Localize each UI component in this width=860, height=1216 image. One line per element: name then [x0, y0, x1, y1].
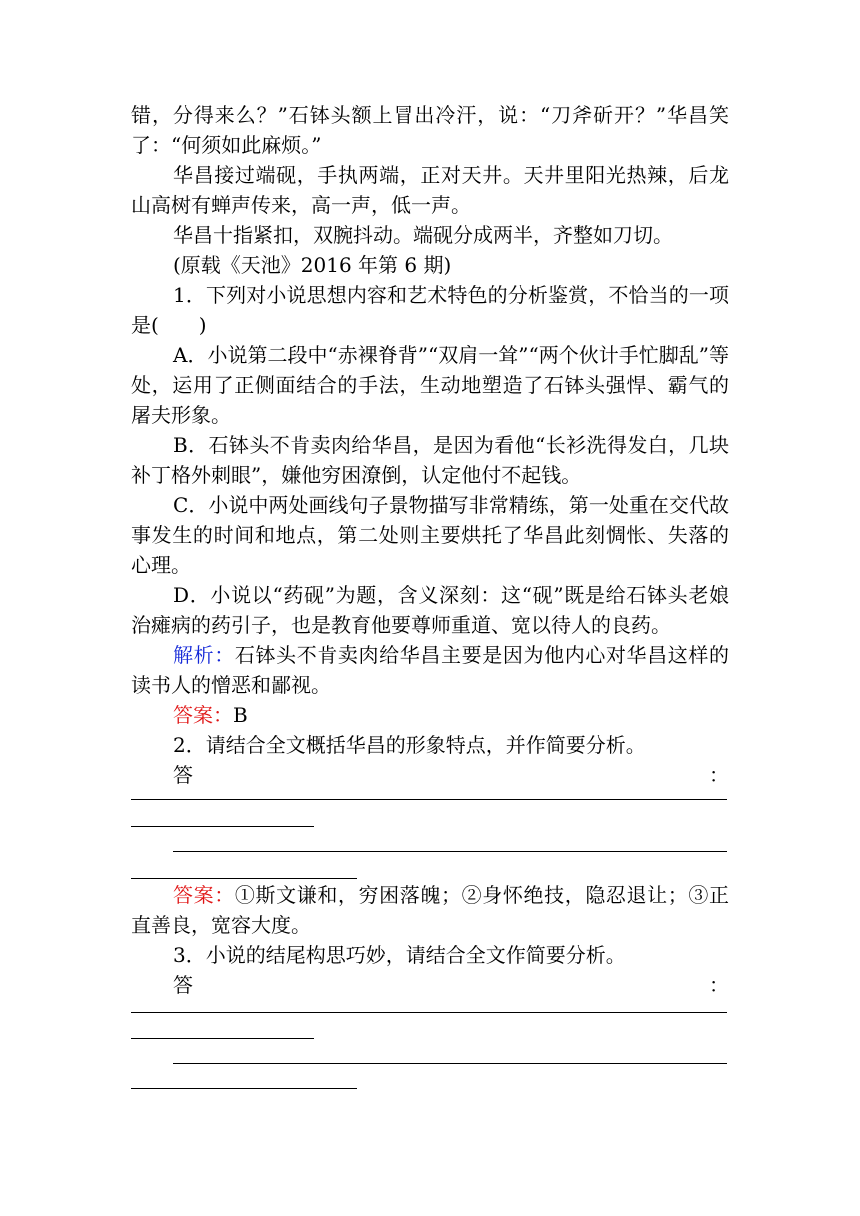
- answer-text: ①斯文谦和，穷困落魄；②身怀绝技，隐忍退让；③正直善良，宽容大度。: [131, 883, 730, 937]
- question-1-option-a: A．小说第二段中“赤裸脊背”“双肩一耸”“两个伙计手忙脚乱”等处，运用了正侧面结合的手法，生动地塑造了石钵头强悍、霸气的屠夫形象。: [131, 343, 729, 427]
- question-2-answer: [131, 880, 729, 940]
- answer-rule: [131, 1038, 314, 1039]
- story-paragraph-3: 华昌十指紧扣，双腕抖动。端砚分成两半，齐整如刀切。: [173, 223, 673, 247]
- story-paragraph-2: 华昌接过端砚，手执两端，正对天井。天井里阳光热辣，后龙山高树有蝉声传来，高一声，低一声。: [131, 163, 729, 217]
- answer-label: 答案：: [173, 883, 235, 907]
- question-1-option-b: B．石钵头不肯卖肉给华昌，是因为看他“长衫洗得发白，几块补丁格外刺眼”，嫌他穷困潦倒，认定他付不起钱。: [131, 433, 729, 487]
- answer-label: 答案：: [173, 703, 233, 727]
- question-3-stem: 3．小说的结尾构思巧妙，请结合全文作简要分析。: [173, 943, 626, 967]
- question-2-blank-area: [131, 790, 729, 880]
- source-citation: (原载《天池》2016 年第 6 期): [173, 253, 452, 277]
- answer-rule: [131, 1012, 727, 1013]
- answer-rule: [131, 1088, 357, 1089]
- question-1-stem: 1．下列对小说思想内容和艺术特色的分析鉴赏，不恰当的一项是( ): [131, 283, 729, 337]
- answer-prefix: 答: [173, 763, 193, 787]
- answer-colon: ：: [709, 973, 729, 997]
- answer-text: B: [233, 703, 248, 727]
- question-2-answer-line: [131, 760, 729, 790]
- answer-prefix: 答: [173, 973, 193, 997]
- question-1-analysis: [131, 640, 729, 700]
- analysis-text: 石钵头不肯卖肉给华昌主要是因为他内心对华昌这样的读书人的憎恶和鄙视。: [131, 643, 730, 697]
- document-page: [131, 100, 729, 1000]
- answer-rule: [173, 1063, 727, 1064]
- answer-rule: [131, 878, 357, 879]
- story-paragraph-1: 错，分得来么？”石钵头额上冒出冷汗，说：“刀斧斫开？”华昌笑了：“何须如此麻烦。”: [131, 103, 729, 157]
- question-3-answer-line: [131, 970, 729, 1000]
- question-2-stem: 2．请结合全文概括华昌的形象特点，并作简要分析。: [173, 733, 646, 757]
- question-1-answer: [131, 700, 729, 730]
- question-1-option-d: D．小说以“药砚”为题，含义深刻：这“砚”既是给石钵头老娘治瘫病的药引子，也是教育他要尊师重道、宽以待人的良药。: [131, 583, 729, 637]
- answer-colon: ：: [709, 763, 729, 787]
- answer-rule: [173, 851, 727, 852]
- analysis-label: 解析：: [173, 643, 235, 667]
- question-1-option-c: C．小说中两处画线句子景物描写非常精练，第一处重在交代故事发生的时间和地点，第二处则主要烘托了华昌此刻惆怅、失落的心理。: [131, 493, 729, 577]
- answer-rule: [131, 799, 727, 800]
- answer-rule: [131, 826, 314, 827]
